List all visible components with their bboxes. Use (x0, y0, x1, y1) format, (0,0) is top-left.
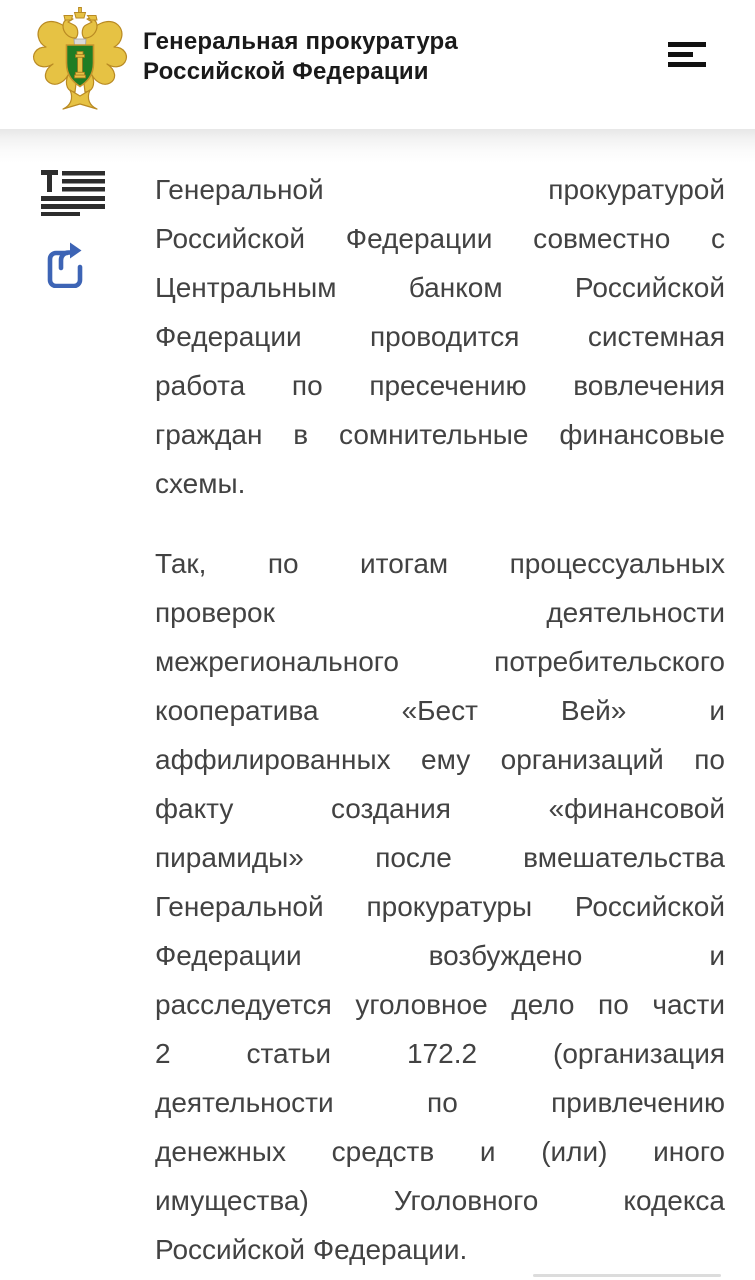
text-line: Федерации возбуждено и (155, 940, 725, 971)
text-line: расследуется уголовное дело по части (155, 989, 725, 1020)
text-line: межрегионального потребительского (155, 646, 725, 677)
text-line: Генеральной прокуратурой (155, 174, 725, 205)
text-line: 2 статьи 172.2 (организация (155, 1038, 725, 1069)
paragraph (155, 165, 725, 508)
text-line: пирамиды» после вмешательства (155, 842, 725, 873)
burger-bar (668, 42, 706, 47)
burger-bar (668, 52, 693, 57)
site-title[interactable] (143, 27, 458, 87)
text-line: денежных средств и (или) иного (155, 1136, 725, 1167)
app-header (0, 0, 755, 129)
text-line: Российской Федерации совместно с (155, 223, 725, 254)
site-title-line-1: Генеральная прокуратура (143, 28, 458, 55)
header-shadow (0, 129, 755, 163)
text-line: работа по пресечению вовлечения (155, 370, 725, 401)
hamburger-menu-icon[interactable] (668, 40, 706, 68)
prosecutor-emblem-logo[interactable] (30, 7, 130, 115)
next-section-edge (533, 1274, 721, 1277)
text-line: деятельности по привлечению (155, 1087, 725, 1118)
text-line: Генеральной прокуратуры Российской (155, 891, 725, 922)
double-headed-eagle-emblem-icon (30, 7, 130, 115)
text-line: граждан в сомнительные финансовые (155, 419, 725, 450)
text-line: проверок деятельности (155, 597, 725, 628)
text-line: Центральным банком Российской (155, 272, 725, 303)
text-line: аффилированных ему организаций по (155, 744, 725, 775)
article-body (155, 165, 725, 1274)
burger-bar (668, 62, 706, 67)
text-line: Российской Федерации. (155, 1234, 468, 1265)
text-line: Так, по итогам процессуальных (155, 548, 725, 579)
paragraph (155, 539, 725, 1274)
share-icon[interactable] (47, 238, 83, 288)
text-line: кооператива «Бест Вей» и (155, 695, 725, 726)
text-line: имущества) Уголовного кодекса (155, 1185, 725, 1216)
text-line: факту создания «финансовой (155, 793, 725, 824)
text-line: схемы. (155, 468, 246, 499)
text-size-icon[interactable] (41, 170, 105, 216)
text-line: Федерации проводится системная (155, 321, 725, 352)
site-title-line-2: Российской Федерации (143, 58, 429, 85)
